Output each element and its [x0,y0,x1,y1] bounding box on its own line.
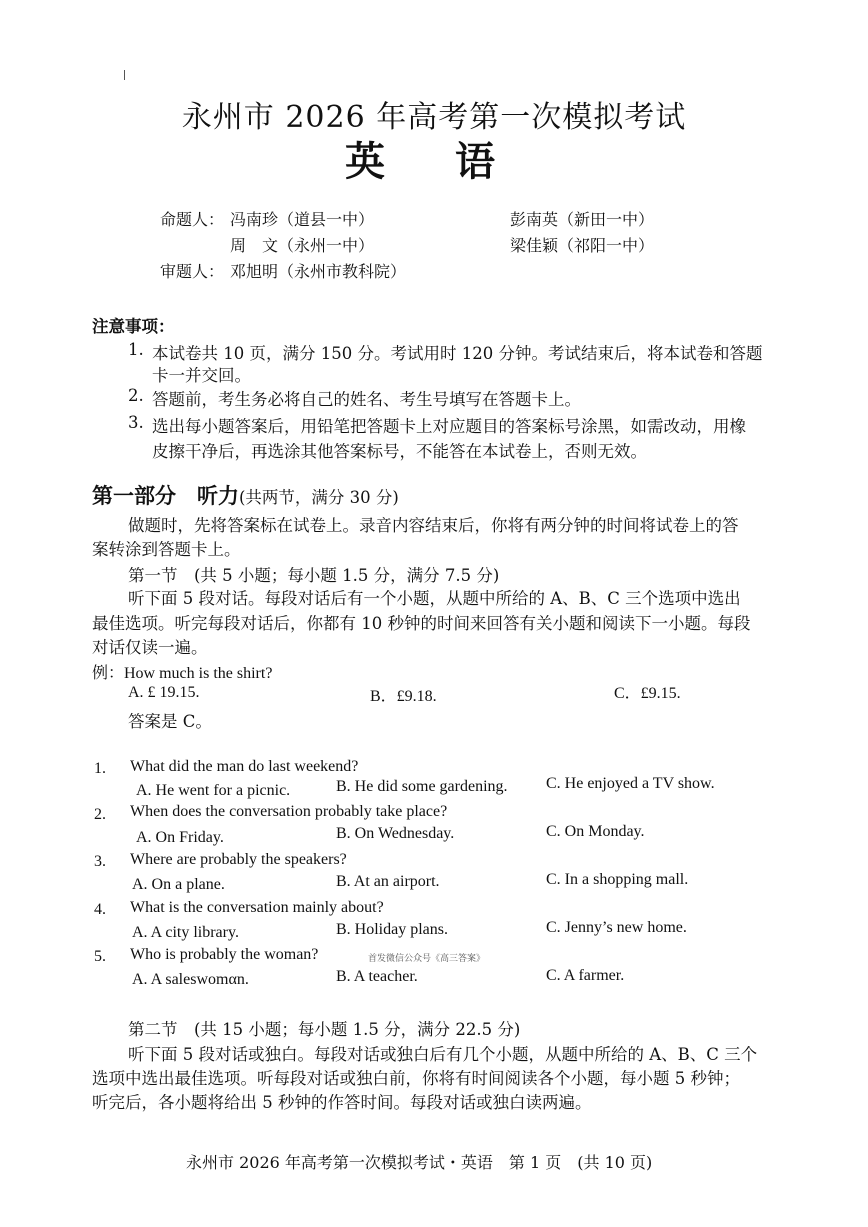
exam-title: 永州市 2026 年高考第一次模拟考试 [181,100,687,135]
setter-2: 彭南英（新田一中） [510,210,655,229]
notice-title: 注意事项： [92,317,175,336]
example-option-c: C．£9.15. [614,685,681,702]
section1-title: 第一节 (共 5 小题；每小题 1.5 分，满分 7.5 分) [128,566,500,585]
question-option-a: A. On a plane. [132,876,225,893]
section2-desc: 听完后，各小题将给出 5 秒钟的作答时间。每段对话或独白读两遍。 [92,1093,592,1112]
setter-label: 命题人： [160,210,225,229]
subject-title: 英 语 [345,138,523,185]
notice-item-num: 2. [128,386,144,405]
section1-desc: 最佳选项。听完每段对话后，你都有 10 秒钟的时间来回答有关小题和阅读下一小题。每段 [92,614,751,633]
question-option-c: C. He enjoyed a TV show. [546,775,715,792]
question-option-a: A. A city library. [132,924,239,941]
notice-item-text: 选出每小题答案后，用铅笔把答题卡上对应题目的答案标号涂黑，如需改动，用橡 [152,417,746,436]
section1-desc: 对话仅读一遍。 [92,638,208,657]
question-option-c: C. A farmer. [546,967,625,984]
question-option-b: B. He did some gardening. [336,778,508,795]
watermark-text: 首发微信公众号《高三答案》 [368,954,486,964]
notice-item-text: 答题前，考生务必将自己的姓名、考生号填写在答题卡上。 [152,390,581,409]
part1-heading [92,480,399,510]
question-text: Where are probably the speakers? [130,851,347,868]
notice-item-num: 1. [128,340,144,359]
notice-item-num: 3. [128,413,144,432]
reviewer: 邓旭明（永州市教科院） [230,262,407,281]
question-text: Who is probably the woman? [130,946,319,963]
question-text: What is the conversation mainly about? [130,899,384,916]
example-answer: 答案是 C。 [128,712,212,731]
section2-desc: 选项中选出最佳选项。听每段对话或独白前，你将有时间阅读各个小题，每小题 5 秒钟； [92,1069,740,1088]
example-question: 例：How much is the shirt? [92,665,273,682]
question-option-c: C. On Monday. [546,823,645,840]
part1-heading-sub: (共两节，满分 30 分) [239,488,399,507]
setter-3: 周 文（永州一中） [230,236,375,255]
question-option-a: A. A saleswomαn. [132,971,249,988]
question-number: 2. [94,806,106,823]
part1-heading-main: 第一部分 听力 [92,483,239,508]
question-option-b: B. Holiday plans. [336,921,448,938]
section2-title: 第二节 (共 15 小题；每小题 1.5 分，满分 22.5 分) [128,1020,521,1039]
question-text: What did the man do last weekend? [130,758,359,775]
question-number: 4. [94,901,106,918]
question-option-c: C. In a shopping mall. [546,871,689,888]
example-option-a: A. £ 19.15. [128,684,200,701]
example-option-b: B．£9.18. [370,688,437,705]
section2-desc: 听下面 5 段对话或独白。每段对话或独白后有几个小题，从题中所给的 A、B、C 三个 [128,1045,758,1064]
notice-item-text: 皮擦干净后，再选涂其他答案标号，不能答在本试卷上，否则无效。 [152,442,647,461]
question-option-b: B. At an airport. [336,873,440,890]
question-text: When does the conversation probably take place? [130,803,448,820]
notice-item-text: 卡一并交回。 [152,366,251,385]
part1-intro: 做题时，先将答案标在试卷上。录音内容结束后，你将有两分钟的时间将试卷上的答 [128,516,739,535]
reviewer-label: 审题人： [160,262,225,281]
question-option-b: B. A teacher. [336,968,418,985]
question-option-a: A. He went for a picnic. [136,782,291,799]
question-option-b: B. On Wednesday. [336,825,455,842]
question-option-a: A. On Friday. [136,829,224,846]
page-footer: 永州市 2026 年高考第一次模拟考试・英语 第 1 页 (共 10 页) [186,1153,653,1172]
question-option-c: C. Jenny’s new home. [546,919,687,936]
part1-intro: 案转涂到答题卡上。 [92,540,241,559]
scan-mark [124,70,125,80]
notice-item-text: 本试卷共 10 页，满分 150 分。考试用时 120 分钟。考试结束后，将本试卷和答题 [152,344,763,363]
setter-4: 梁佳颖（祁阳一中） [510,236,655,255]
question-number: 5. [94,948,106,965]
question-number: 3. [94,853,106,870]
question-number: 1. [94,760,106,777]
setter-1: 冯南珍（道县一中） [230,210,375,229]
section1-desc: 听下面 5 段对话。每段对话后有一个小题，从题中所给的 A、B、C 三个选项中选出 [128,589,741,608]
